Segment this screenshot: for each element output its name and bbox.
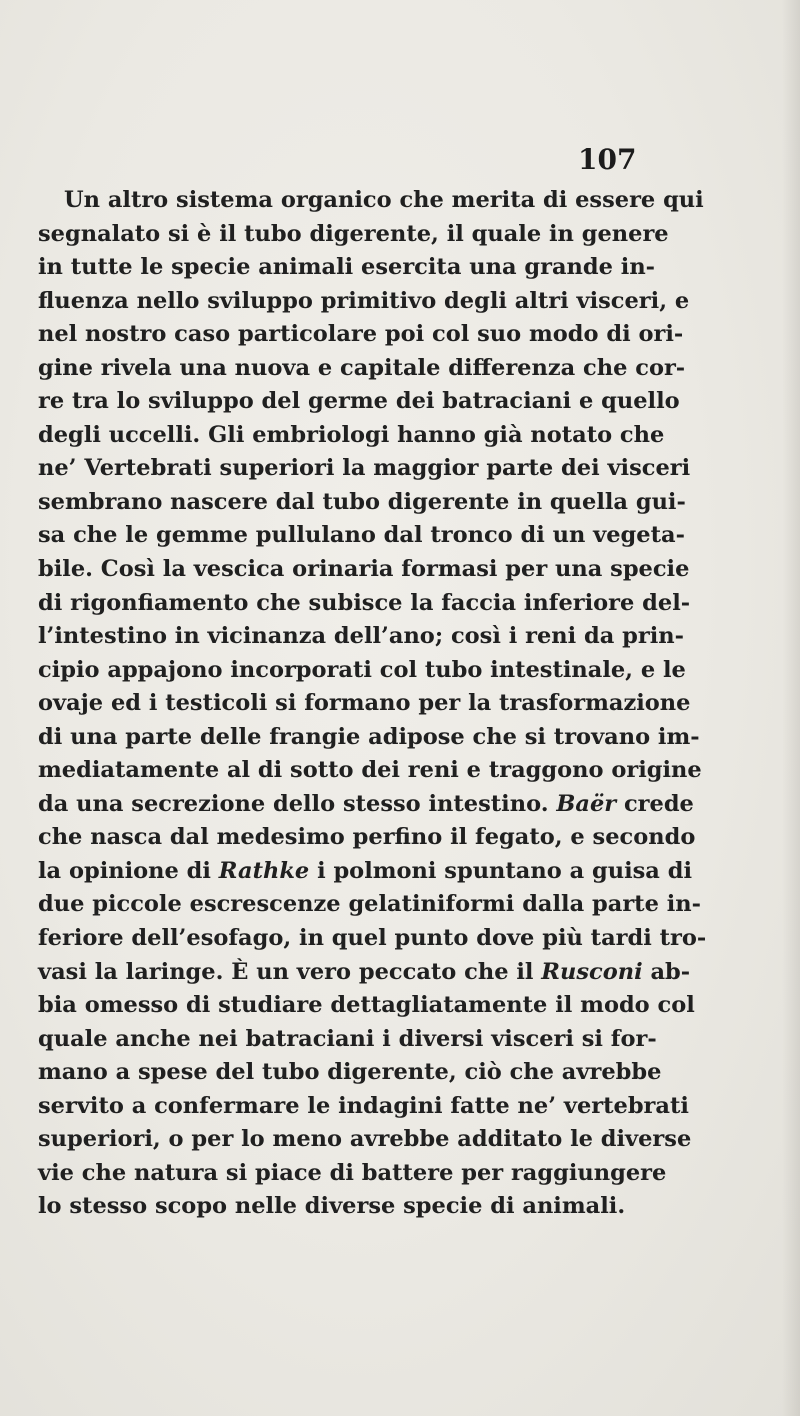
text-segment: quale anche nei batraciani i diversi visceri si for- (38, 1025, 657, 1052)
text-line (38, 721, 700, 755)
text-segment: in tutte le specie animali esercita una grande in- (38, 254, 656, 281)
text-segment: Un altro sistema organico che merita di essere qui (64, 187, 704, 213)
text-segment: vasi la laringe. È un vero peccato che il (38, 958, 542, 985)
text-line (38, 922, 707, 956)
page-edge-shadow (782, 0, 800, 1416)
text-segment: da una secrezione dello stesso intestino. (38, 790, 557, 817)
text-segment: fluenza nello sviluppo primitivo degli altri visceri, e (38, 287, 690, 314)
text-line (38, 452, 691, 486)
text-line (38, 956, 691, 990)
text-segment: di rigonfiamento che subisce la faccia inferiore del- (38, 589, 691, 616)
text-segment: l’intestino in vicinanza dell’ano; così i reni da prin- (38, 623, 684, 650)
text-line (38, 553, 690, 587)
text-line (38, 989, 695, 1023)
text-segment: feriore dell’esofago, in quel punto dove più tardi tro- (38, 925, 707, 952)
text-segment: mano a spese del tubo digerente, ciò che avrebbe (38, 1059, 662, 1086)
text-segment: di una parte delle frangie adipose che si trovano im- (38, 723, 700, 750)
text-segment: mediatamente al di sotto dei reni e traggono origine (38, 757, 702, 784)
text-line (38, 318, 684, 352)
text-line (38, 218, 669, 252)
text-segment: degli uccelli. Gli embriologi hanno già notato che (38, 421, 665, 448)
text-line (38, 821, 696, 855)
text-line (38, 1190, 644, 1224)
text-segment: re tra lo sviluppo del germe dei batraciani e quello (38, 388, 680, 415)
text-line (38, 519, 685, 553)
text-line (38, 1123, 692, 1157)
text-line (38, 888, 701, 922)
text-segment: ovaje ed i testicoli si formano per la trasformazione (38, 690, 691, 717)
text-line (38, 754, 702, 788)
text-line (38, 788, 694, 822)
text-segment: cipio appajono incorporati col tubo intestinale, e le (38, 656, 686, 683)
text-line (38, 654, 686, 688)
text-segment: due piccole escrescenze gelatiniformi dalla parte in- (38, 891, 701, 918)
body-text (38, 184, 707, 1224)
text-line (38, 251, 656, 285)
page-number: 107 (578, 143, 637, 176)
text-segment: sa che le gemme pullulano dal tronco di un vegeta- (38, 522, 685, 549)
text-line (38, 184, 704, 218)
text-line (38, 352, 686, 386)
text-segment: bia omesso di studiare dettagliatamente il modo col (38, 992, 695, 1019)
italic-name: Baër (556, 790, 617, 817)
text-line (38, 1090, 689, 1124)
italic-name: Rathke (218, 857, 310, 884)
text-line (38, 855, 692, 889)
text-line (38, 486, 686, 520)
text-segment: ne’ Vertebrati superiori la maggior parte dei visceri (38, 455, 691, 482)
text-segment: vie che natura si piace di battere per raggiungere (38, 1159, 667, 1186)
text-line (38, 285, 690, 319)
text-segment: sembrano nascere dal tubo digerente in quella gui- (38, 488, 686, 515)
text-segment: ab- (642, 958, 691, 985)
text-segment: segnalato si è il tubo digerente, il quale in genere (38, 220, 669, 247)
text-line (38, 1056, 662, 1090)
text-segment: servito a confermare le indagini fatte ne’ vertebrati (38, 1092, 689, 1119)
text-line (38, 587, 691, 621)
text-segment: gine rivela una nuova e capitale differenza che cor- (38, 354, 686, 381)
text-line (38, 1157, 667, 1191)
text-segment: lo stesso scopo nelle diverse specie di animali. (38, 1193, 626, 1220)
text-line (38, 385, 680, 419)
text-line (38, 687, 691, 721)
italic-name: Rusconi (541, 958, 643, 985)
text-segment: nel nostro caso particolare poi col suo modo di ori- (38, 321, 684, 348)
text-segment: che nasca dal medesimo perfino il fegato, e secondo (38, 824, 696, 851)
text-segment: i polmoni spuntano a guisa di (309, 857, 692, 884)
text-line (38, 620, 684, 654)
text-segment: superiori, o per lo meno avrebbe additato le diverse (38, 1126, 692, 1153)
text-segment: crede (616, 790, 694, 817)
text-line (38, 1023, 657, 1057)
text-segment: bile. Così la vescica orinaria formasi per una specie (38, 556, 690, 583)
text-line (38, 419, 665, 453)
text-segment: la opinione di (38, 857, 219, 884)
